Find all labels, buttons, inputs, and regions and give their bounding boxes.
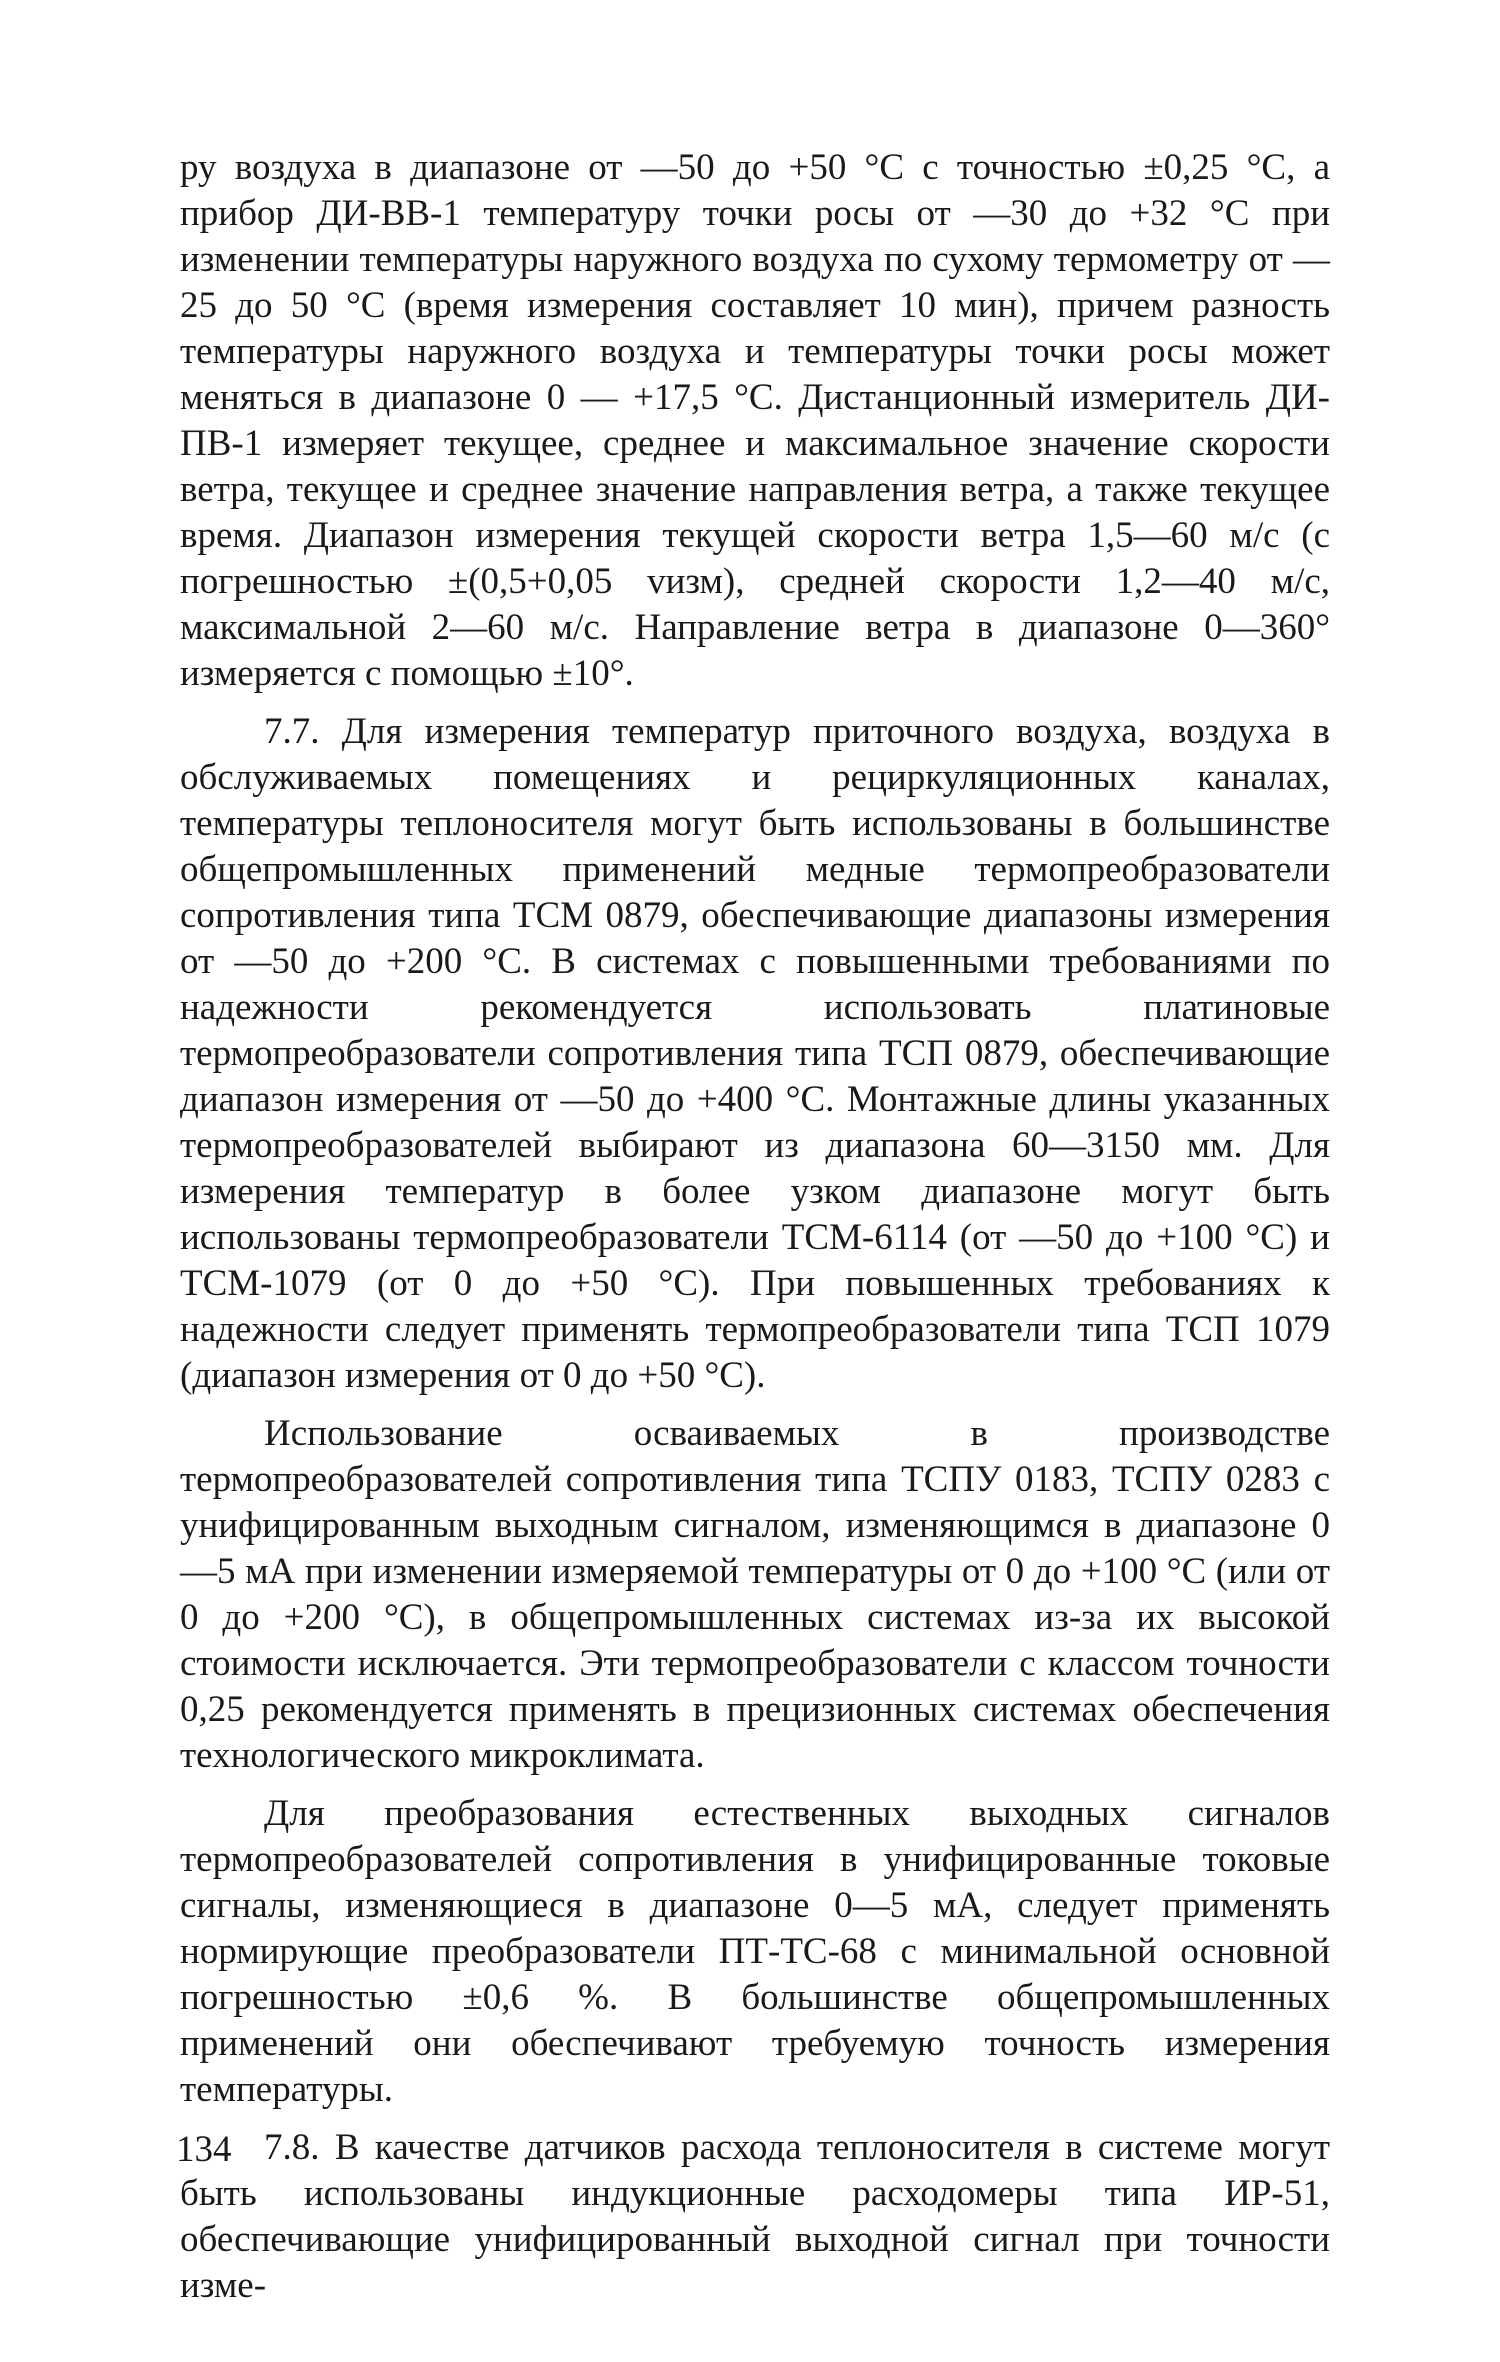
paragraph-continued: ру воздуха в диапазоне от —50 до +50 °С с точностью ±0,25 °С, а прибор ДИ-ВВ-1 температуру точки росы от —30 до +32 °С при изменении температуры наружного воздуха по сухому термометру от —25 до 50 °С (время измерения составляет 10 мин), причем разность температуры наружного воздуха и температуры точки росы может меняться в диапазоне 0 — +17,5 °С. Дистанционный измеритель ДИ-ПВ-1 измеряет текущее, среднее и максимальное значение скорости ветра, текущее и среднее значение направления ветра, а также текущее время. Диапазон измерения текущей скорости ветра 1,5—60 м/с (с погрешностью ±(0,5+0,05 vизм), средней скорости 1,2—40 м/с, максимальной 2—60 м/с. Направление ветра в диапазоне 0—360° измеряется с помощью ±10°. — [180, 147, 1330, 694]
paragraph-7-7: 7.7. Для измерения температур приточного воздуха, воздуха в обслуживаемых помещениях и рециркуляционных каналах, температуры теплоносителя могут быть использованы в большинстве общепромышленных применений медные термопреобразователи сопротивления типа ТСМ 0879, обеспечивающие диапазоны измерения от —50 до +200 °С. В системах с повышенными требованиями по надежности рекомендуется использовать платиновые термопреобразователи сопротивления типа ТСП 0879, обеспечивающие диапазон измерения от —50 до +400 °С. Монтажные длины указанных термопреобразователей выбирают из диапазона 60—3150 мм. Для измерения температур в более узком диапазоне могут быть использованы термопреобразователи ТСМ-6114 (от —50 до +100 °С) и ТСМ-1079 (от 0 до +50 °С). При повышенных требованиях к надежности следует применять термопреобразователи типа ТСП 1079 (диапазон измерения от 0 до +50 °С). — [180, 711, 1330, 1396]
paragraph-tspu: Использование осваиваемых в производстве термопреобразователей сопротивления типа ТСПУ 0183, ТСПУ 0283 с унифицированным выходным сигналом, изменяющимся в диапазоне 0—5 мА при изменении измеряемой температуры от 0 до +100 °С (или от 0 до +200 °С), в общепромышленных системах из-за их высокой стоимости исключается. Эти термопреобразователи с классом точности 0,25 рекомендуется применять в прецизионных системах обеспечения технологического микроклимата. — [180, 1413, 1330, 1776]
body-text — [180, 145, 1330, 2321]
page-number: 134 — [176, 2129, 232, 2170]
paragraph-7-8: 7.8. В качестве датчиков расхода теплоносителя в системе могут быть использованы индукционные расходомеры типа ИР-51, обеспечивающие унифицированный выходной сигнал при точности изме- — [180, 2127, 1330, 2306]
paragraph-converters: Для преобразования естественных выходных сигналов термопреобразователей сопротивления в унифицированные токовые сигналы, изменяющиеся в диапазоне 0—5 мА, следует применять нормирующие преобразователи ПТ-ТС-68 с минимальной основной погрешностью ±0,6 %. В большинстве общепромышленных применений они обеспечивают требуемую точность измерения температуры. — [180, 1793, 1330, 2110]
